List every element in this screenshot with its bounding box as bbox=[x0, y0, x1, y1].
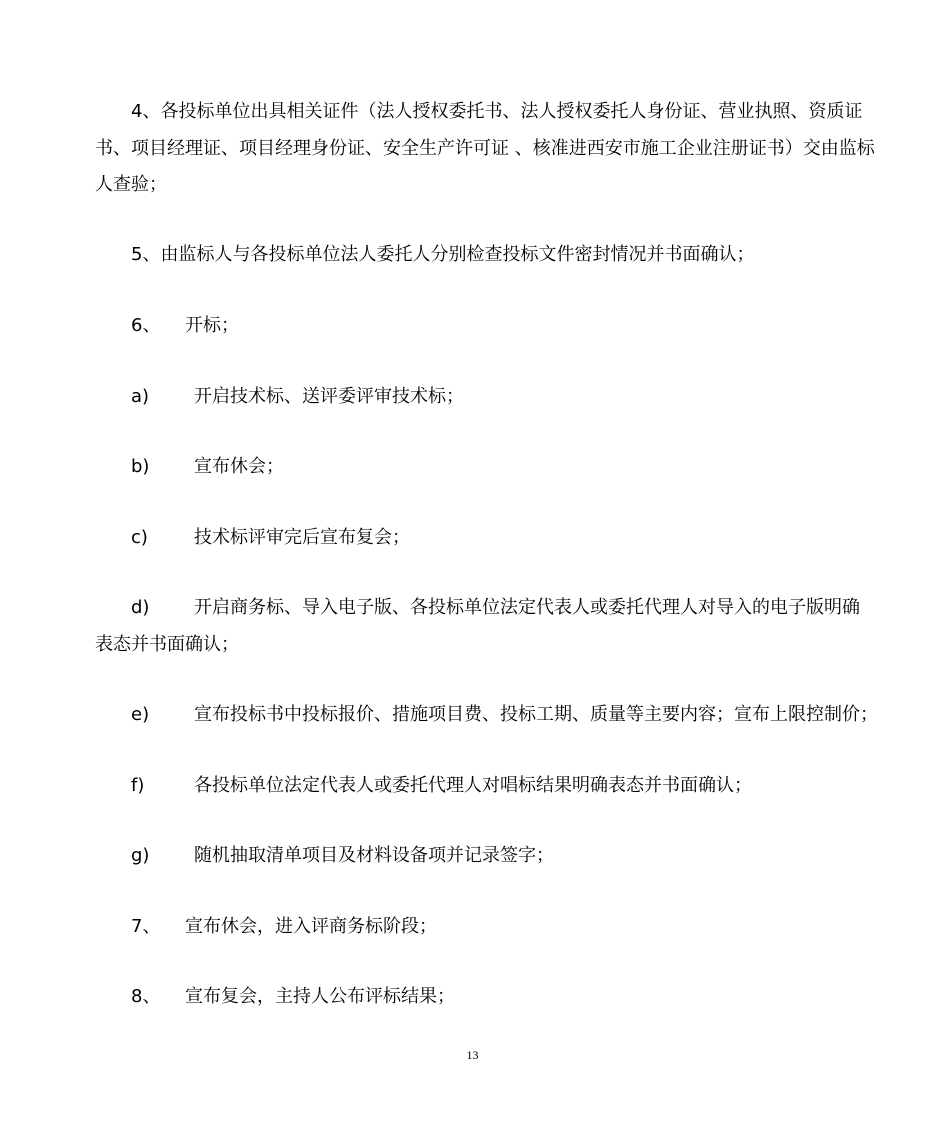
list-item-marker: b) bbox=[131, 456, 150, 477]
list-item-marker: e) bbox=[131, 704, 150, 725]
paragraph-4-line-3: 人查验； bbox=[95, 174, 167, 195]
list-item-marker: d) bbox=[131, 597, 150, 618]
list-item-marker: 6、 bbox=[131, 315, 161, 336]
list-item-marker: 8、 bbox=[131, 986, 161, 1007]
list-item-text: 开启技术标、送评委评审技术标； bbox=[194, 386, 464, 407]
list-item-marker: a) bbox=[131, 386, 150, 407]
list-item-text: 开启商务标、导入电子版、各投标单位法定代表人或委托代理人对导入的电子版明确 bbox=[194, 597, 860, 618]
list-item-text: 随机抽取清单项目及材料设备项并记录签字； bbox=[194, 845, 554, 866]
list-item-marker: f) bbox=[131, 775, 145, 796]
list-item-marker: g) bbox=[131, 845, 150, 866]
list-item-marker: 7、 bbox=[131, 916, 161, 937]
list-item-text: 宣布投标书中投标报价、措施项目费、投标工期、质量等主要内容；宣布上限控制价； bbox=[194, 704, 878, 725]
list-item-text: 开标； bbox=[185, 315, 239, 336]
paragraph-5: 5、由监标人与各投标单位法人委托人分别检查投标文件密封情况并书面确认； bbox=[131, 244, 755, 265]
list-item-text: 宣布休会； bbox=[194, 456, 284, 477]
list-item-text: 宣布复会，主持人公布评标结果； bbox=[185, 986, 455, 1007]
page-number: 13 bbox=[466, 1048, 479, 1062]
list-item-text: 技术标评审完后宣布复会； bbox=[194, 527, 410, 548]
list-item-text: 各投标单位法定代表人或委托代理人对唱标结果明确表态并书面确认； bbox=[194, 775, 752, 796]
list-item-marker: c) bbox=[131, 527, 148, 548]
paragraph-4-line-2: 书、项目经理证、项目经理身份证、安全生产许可证 、核准进西安市施工企业注册证书）交由监标 bbox=[95, 138, 875, 159]
list-item-continuation: 表态并书面确认； bbox=[95, 634, 239, 655]
list-item-text: 宣布休会，进入评商务标阶段； bbox=[185, 916, 437, 937]
paragraph-4-line-1: 4、各投标单位出具相关证件（法人授权委托书、法人授权委托人身份证、营业执照、资质证 bbox=[131, 101, 863, 122]
